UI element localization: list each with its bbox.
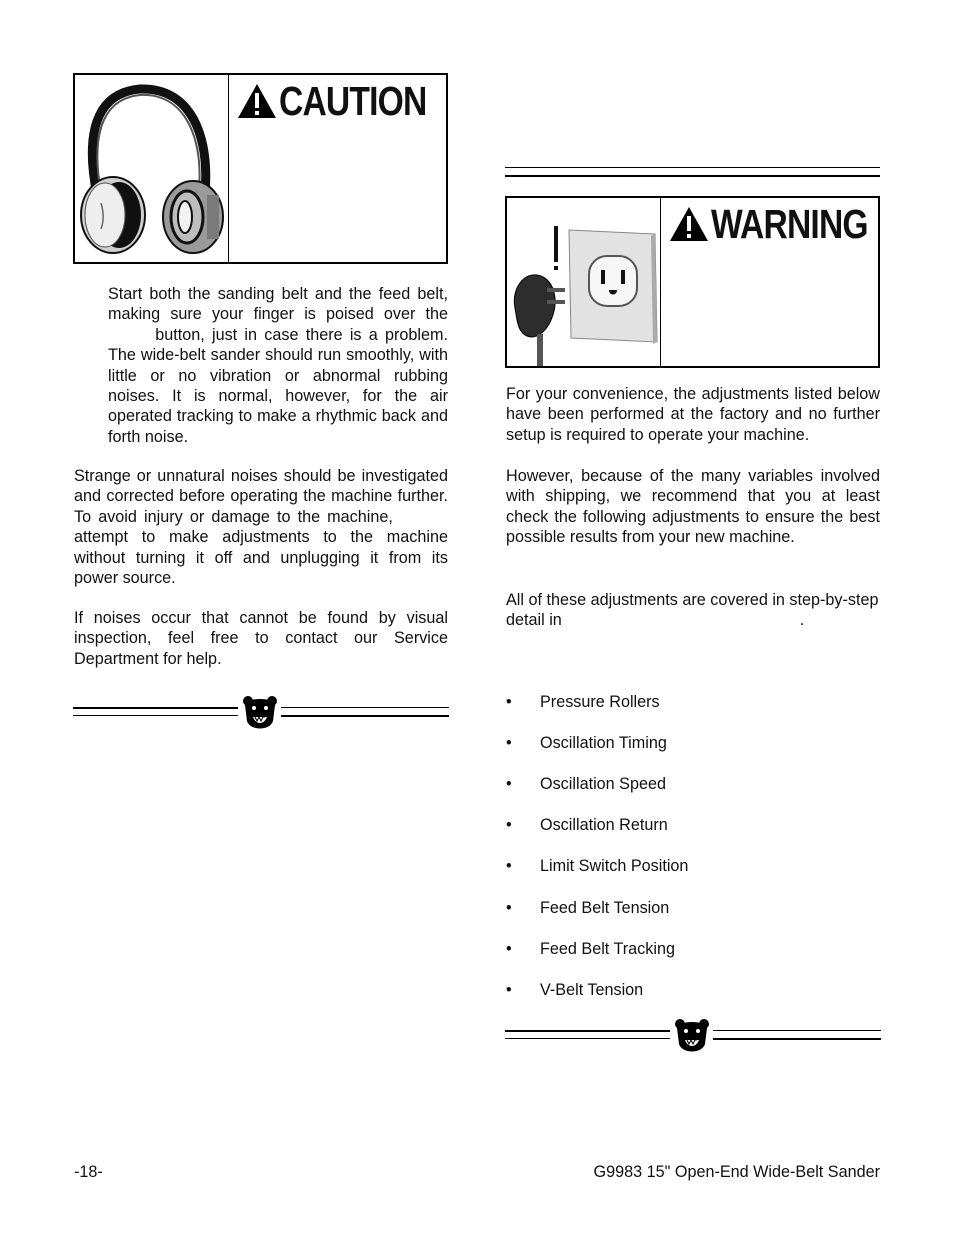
step-detail-text: All of these adjustments are covered in step-by-step detail in [506, 591, 879, 630]
divider-line [505, 1030, 670, 1032]
convenience-paragraph: For your convenience, the adjustments listed below have been performed at the factory and no further setup is required to operate your machine. [506, 385, 880, 444]
warning-image-panel [507, 198, 661, 366]
step-detail-paragraph [506, 590, 880, 631]
list-item: • Oscillation Return [506, 816, 668, 834]
list-item-label: Oscillation Return [540, 816, 668, 834]
startup-text-1: Start both the sanding belt and the feed belt, making sure your finger is poised over the [108, 285, 448, 324]
divider-line [505, 1038, 670, 1039]
noise-text-1: Strange or unnatural noises should be investigated and corrected before operating the machine further. To avoid injury or damage to the machine, [74, 467, 448, 526]
startup-text-2: button, just in case there is a problem. The wide-belt sander should run smoothly, with little or no vibration or abnormal rubbing noises. It is normal, however, for the air operated tracking to make a rhythmic back and forth noise. [108, 325, 448, 446]
caution-banner [237, 78, 447, 124]
bear-logo-icon [242, 695, 278, 735]
warning-triangle-icon [669, 206, 709, 242]
list-item: • Oscillation Speed [506, 775, 666, 793]
divider-line [713, 1038, 881, 1040]
caution-image-panel [75, 75, 229, 262]
divider-line [713, 1030, 881, 1031]
warning-triangle-icon [237, 83, 277, 119]
section-divider-left [73, 695, 449, 735]
caution-box [73, 73, 448, 264]
page-number: -18- [74, 1163, 103, 1181]
list-item-label: Limit Switch Position [540, 857, 689, 875]
list-item-label: Feed Belt Tension [540, 899, 670, 917]
startup-paragraph [108, 284, 448, 447]
divider-line [281, 715, 449, 717]
divider-line [281, 707, 449, 708]
list-item-label: Feed Belt Tracking [540, 940, 675, 958]
bear-logo-icon [674, 1018, 710, 1058]
hearing-protection-icon [75, 75, 228, 262]
divider-line [73, 707, 238, 709]
list-item-label: V-Belt Tension [540, 981, 644, 999]
heading-rule-bottom [505, 175, 880, 177]
shipping-paragraph: However, because of the many variables involved with shipping, we recommend that you at least check the following adjustments to ensure the best possible results from your new machine. [506, 467, 880, 547]
warning-banner [669, 201, 879, 247]
contact-paragraph: If noises occur that cannot be found by visual inspection, feel free to contact our Service Department for help. [74, 609, 448, 668]
list-item: • Limit Switch Position [506, 857, 689, 875]
manual-title: G9983 15" Open-End Wide-Belt Sander [593, 1163, 880, 1181]
divider-line [73, 715, 238, 716]
list-item: • Pressure Rollers [506, 693, 660, 711]
noise-paragraph [74, 466, 448, 588]
caution-label: CAUTION [279, 78, 427, 124]
list-item-label: Oscillation Speed [540, 775, 666, 793]
list-item: • Feed Belt Tension [506, 899, 670, 917]
electrical-outlet-icon [507, 198, 660, 366]
step-detail-period: . [799, 611, 805, 630]
list-item-label: Oscillation Timing [540, 734, 667, 752]
list-item: • Feed Belt Tracking [506, 940, 675, 958]
noise-text-2: attempt to make adjustments to the machine without turning it off and unplugging it from its power source. [74, 528, 448, 588]
warning-box [505, 196, 880, 368]
list-item: • V-Belt Tension [506, 981, 644, 999]
warning-label: WARNING [711, 201, 868, 247]
list-item: • Oscillation Timing [506, 734, 667, 752]
list-item-label: Pressure Rollers [540, 693, 660, 711]
heading-rule-top [505, 167, 880, 168]
section-divider-right [505, 1018, 881, 1058]
